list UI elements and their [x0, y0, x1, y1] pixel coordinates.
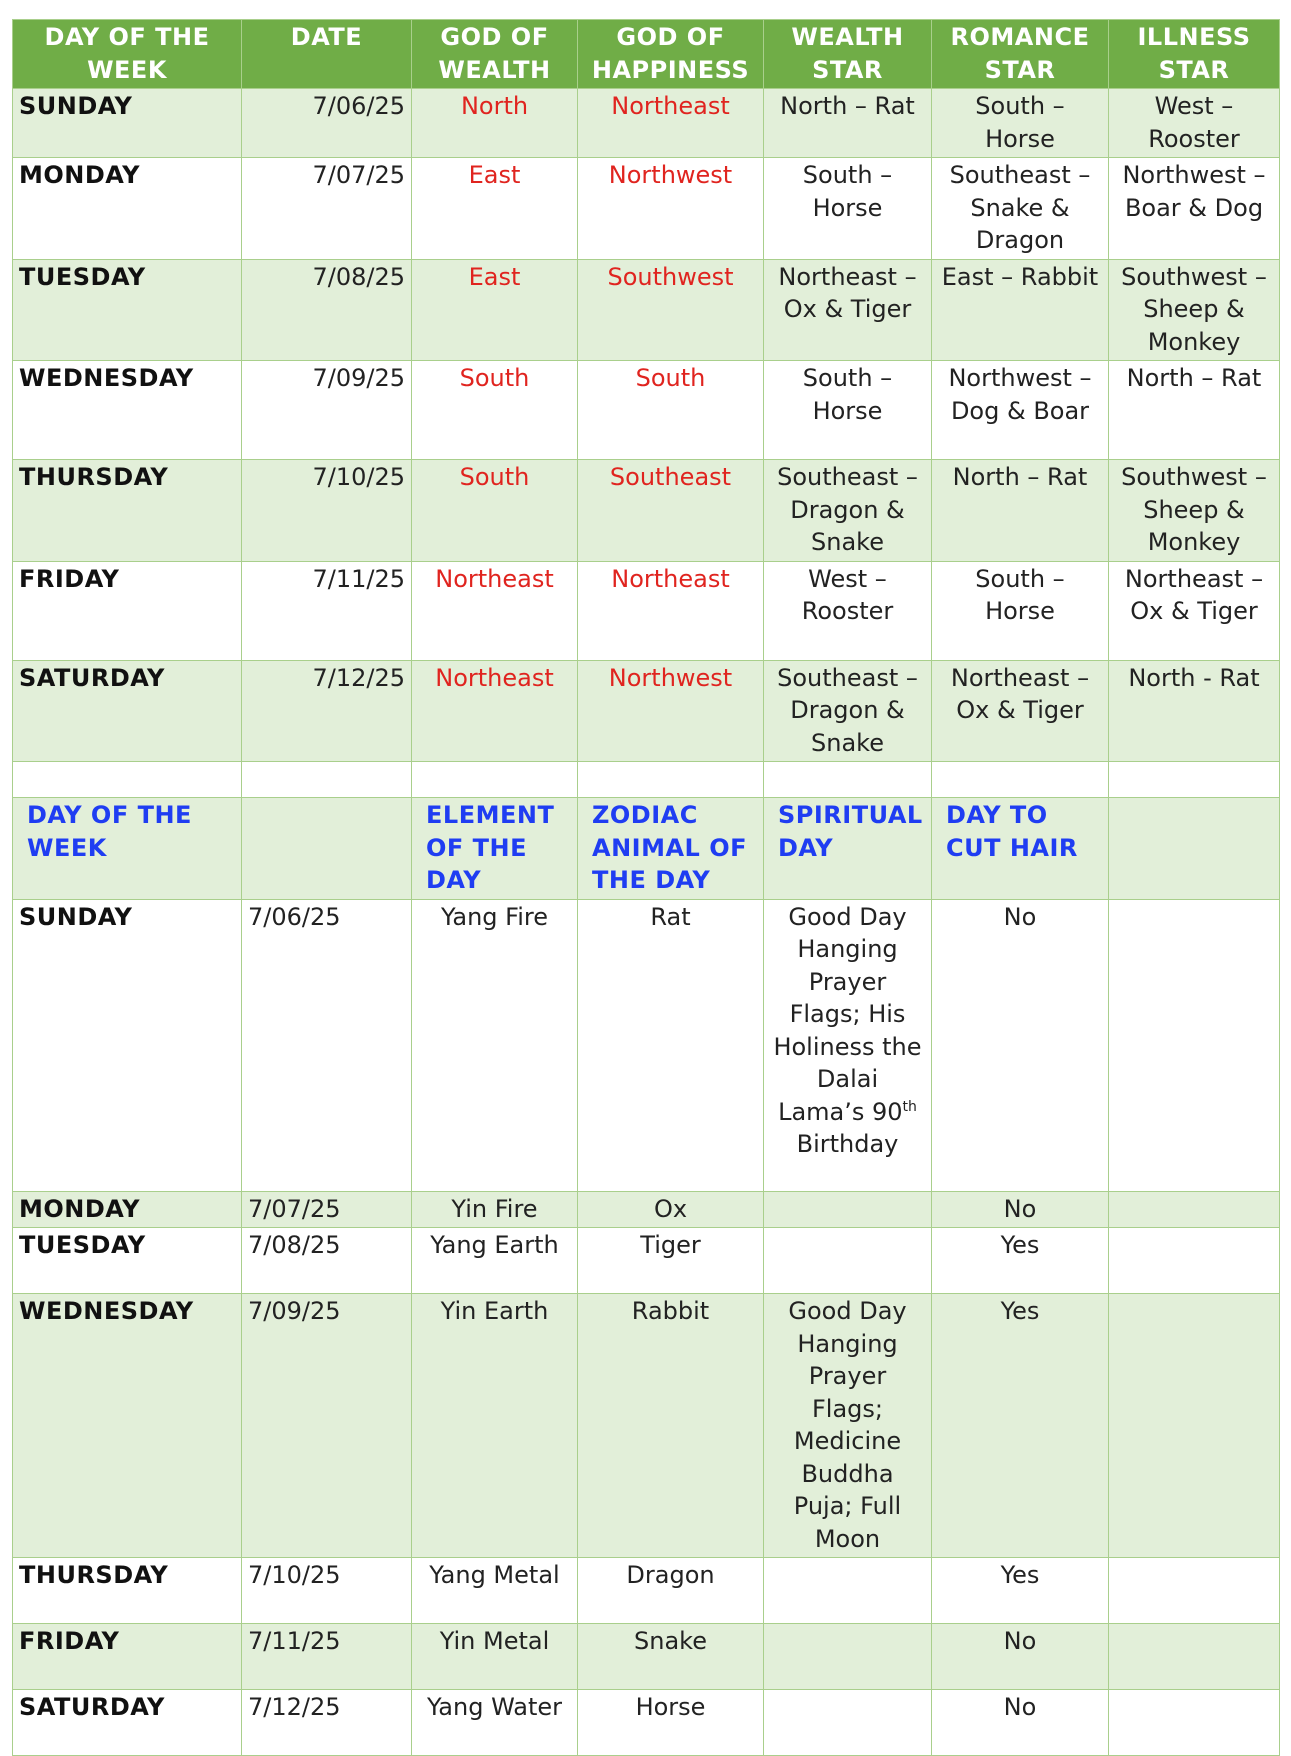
date-cell: 7/11/25 — [242, 1624, 412, 1690]
day-cell: THURSDAY — [13, 1558, 242, 1624]
wealth-star-cell: South – Horse — [764, 361, 932, 460]
date-cell: 7/08/25 — [242, 1228, 412, 1294]
table-header-row — [13, 20, 1280, 89]
date-cell: 7/09/25 — [242, 361, 412, 460]
header-illness-star: ILLNESS STAR — [1109, 20, 1280, 89]
subheader-day: DAY OF THE WEEK — [13, 798, 242, 900]
element-cell: Yin Fire — [412, 1191, 578, 1228]
zodiac-animal-cell: Ox — [578, 1191, 764, 1228]
day-cell: SATURDAY — [13, 660, 242, 762]
table-row — [13, 361, 1280, 460]
table-row — [13, 1690, 1280, 1756]
zodiac-animal-cell: Horse — [578, 1690, 764, 1756]
empty-cell — [412, 762, 578, 798]
romance-star-cell: Northwest – Dog & Boar — [932, 361, 1109, 460]
element-cell: Yang Water — [412, 1690, 578, 1756]
empty-cell — [578, 762, 764, 798]
table-row — [13, 259, 1280, 361]
god-of-wealth-cell: South — [412, 460, 578, 562]
empty-cell — [1109, 1294, 1280, 1558]
zodiac-animal-cell: Tiger — [578, 1228, 764, 1294]
empty-cell — [1109, 899, 1280, 1191]
subheader-zodiac-animal: ZODIAC ANIMAL OF THE DAY — [578, 798, 764, 900]
romance-star-cell: Southeast – Snake & Dragon — [932, 158, 1109, 260]
cut-hair-cell: Yes — [932, 1228, 1109, 1294]
god-of-happiness-cell: Southeast — [578, 460, 764, 562]
zodiac-animal-cell: Rabbit — [578, 1294, 764, 1558]
subheader-date — [242, 798, 412, 900]
header-wealth-star: WEALTH STAR — [764, 20, 932, 89]
element-cell: Yang Earth — [412, 1228, 578, 1294]
table-row — [13, 1558, 1280, 1624]
subheader-row — [13, 798, 1280, 900]
spiritual-day-cell — [764, 1191, 932, 1228]
romance-star-cell: Northeast – Ox & Tiger — [932, 660, 1109, 762]
day-cell: TUESDAY — [13, 259, 242, 361]
spiritual-day-text: Good Day Hanging Prayer Flags; His Holiness the Dalai Lama’s 90 — [773, 902, 922, 1126]
table-row — [13, 158, 1280, 260]
spiritual-day-cell — [764, 899, 932, 1191]
spiritual-day-cell — [764, 1228, 932, 1294]
spiritual-day-cell — [764, 1558, 932, 1624]
date-cell: 7/06/25 — [242, 89, 412, 158]
romance-star-cell: East – Rabbit — [932, 259, 1109, 361]
empty-cell — [1109, 1624, 1280, 1690]
cut-hair-cell: No — [932, 1690, 1109, 1756]
day-cell: SUNDAY — [13, 89, 242, 158]
wealth-star-cell: North – Rat — [764, 89, 932, 158]
spiritual-day-cell: Good Day Hanging Prayer Flags; Medicine Buddha Puja; Full Moon — [764, 1294, 932, 1558]
empty-cell — [932, 762, 1109, 798]
table-row — [13, 1624, 1280, 1690]
table-row — [13, 660, 1280, 762]
spiritual-day-cell — [764, 1690, 932, 1756]
illness-star-cell: Northwest – Boar & Dog — [1109, 158, 1280, 260]
wealth-star-cell: West – Rooster — [764, 561, 932, 660]
element-cell: Yin Metal — [412, 1624, 578, 1690]
date-cell: 7/11/25 — [242, 561, 412, 660]
header-romance-star: ROMANCE STAR — [932, 20, 1109, 89]
romance-star-cell: South – Horse — [932, 561, 1109, 660]
empty-cell — [1109, 1228, 1280, 1294]
god-of-happiness-cell: South — [578, 361, 764, 460]
date-cell: 7/10/25 — [242, 460, 412, 562]
header-date: DATE — [242, 20, 412, 89]
zodiac-animal-cell: Snake — [578, 1624, 764, 1690]
wealth-star-cell: South – Horse — [764, 158, 932, 260]
date-cell: 7/12/25 — [242, 660, 412, 762]
date-cell: 7/07/25 — [242, 1191, 412, 1228]
spacer-row — [13, 762, 1280, 798]
date-cell: 7/12/25 — [242, 1690, 412, 1756]
header-god-of-wealth: GOD OF WEALTH — [412, 20, 578, 89]
romance-star-cell: South – Horse — [932, 89, 1109, 158]
illness-star-cell: Northeast – Ox & Tiger — [1109, 561, 1280, 660]
god-of-happiness-cell: Northeast — [578, 561, 764, 660]
table-row — [13, 561, 1280, 660]
table-row — [13, 89, 1280, 158]
day-cell: MONDAY — [13, 1191, 242, 1228]
cut-hair-cell: Yes — [932, 1294, 1109, 1558]
cut-hair-cell: No — [932, 1191, 1109, 1228]
header-god-of-happiness: GOD OF HAPPINESS — [578, 20, 764, 89]
date-cell: 7/10/25 — [242, 1558, 412, 1624]
god-of-happiness-cell: Northeast — [578, 89, 764, 158]
page — [12, 19, 1279, 1756]
empty-cell — [764, 762, 932, 798]
spiritual-day-cell — [764, 1624, 932, 1690]
empty-cell — [1109, 1690, 1280, 1756]
romance-star-cell: North – Rat — [932, 460, 1109, 562]
day-cell: WEDNESDAY — [13, 361, 242, 460]
god-of-wealth-cell: East — [412, 158, 578, 260]
subheader-element: ELEMENT OF THE DAY — [412, 798, 578, 900]
illness-star-cell: West – Rooster — [1109, 89, 1280, 158]
god-of-wealth-cell: North — [412, 89, 578, 158]
god-of-wealth-cell: Northeast — [412, 561, 578, 660]
table-row — [13, 1191, 1280, 1228]
day-cell: TUESDAY — [13, 1228, 242, 1294]
wealth-star-cell: Northeast – Ox & Tiger — [764, 259, 932, 361]
wealth-star-cell: Southeast – Dragon & Snake — [764, 660, 932, 762]
god-of-happiness-cell: Southwest — [578, 259, 764, 361]
day-cell: FRIDAY — [13, 561, 242, 660]
day-cell: THURSDAY — [13, 460, 242, 562]
subheader-cut-hair: DAY TO CUT HAIR — [932, 798, 1109, 900]
date-cell: 7/09/25 — [242, 1294, 412, 1558]
date-cell: 7/07/25 — [242, 158, 412, 260]
cut-hair-cell: No — [932, 899, 1109, 1191]
cut-hair-cell: Yes — [932, 1558, 1109, 1624]
day-cell: SATURDAY — [13, 1690, 242, 1756]
feng-shui-weekly-table — [12, 19, 1280, 1756]
empty-cell — [242, 762, 412, 798]
element-cell: Yin Earth — [412, 1294, 578, 1558]
god-of-happiness-cell: Northwest — [578, 158, 764, 260]
element-cell: Yang Fire — [412, 899, 578, 1191]
date-cell: 7/06/25 — [242, 899, 412, 1191]
date-cell: 7/08/25 — [242, 259, 412, 361]
illness-star-cell: Southwest – Sheep & Monkey — [1109, 460, 1280, 562]
empty-cell — [1109, 1558, 1280, 1624]
empty-cell — [13, 762, 242, 798]
god-of-happiness-cell: Northwest — [578, 660, 764, 762]
zodiac-animal-cell: Rat — [578, 899, 764, 1191]
day-cell: WEDNESDAY — [13, 1294, 242, 1558]
god-of-wealth-cell: East — [412, 259, 578, 361]
day-cell: FRIDAY — [13, 1624, 242, 1690]
spiritual-day-text-end: Birthday — [796, 1130, 899, 1158]
table-row — [13, 899, 1280, 1191]
zodiac-animal-cell: Dragon — [578, 1558, 764, 1624]
illness-star-cell: North – Rat — [1109, 361, 1280, 460]
table-row — [13, 1294, 1280, 1558]
table-row — [13, 1228, 1280, 1294]
subheader-spiritual-day: SPIRITUAL DAY — [764, 798, 932, 900]
illness-star-cell: North - Rat — [1109, 660, 1280, 762]
empty-cell — [1109, 1191, 1280, 1228]
god-of-wealth-cell: South — [412, 361, 578, 460]
header-day: DAY OF THE WEEK — [13, 20, 242, 89]
ordinal-suffix: th — [902, 1098, 917, 1115]
empty-cell — [1109, 762, 1280, 798]
table-row — [13, 460, 1280, 562]
god-of-wealth-cell: Northeast — [412, 660, 578, 762]
day-cell: MONDAY — [13, 158, 242, 260]
element-cell: Yang Metal — [412, 1558, 578, 1624]
illness-star-cell: Southwest – Sheep & Monkey — [1109, 259, 1280, 361]
subheader-empty — [1109, 798, 1280, 900]
day-cell: SUNDAY — [13, 899, 242, 1191]
cut-hair-cell: No — [932, 1624, 1109, 1690]
wealth-star-cell: Southeast – Dragon & Snake — [764, 460, 932, 562]
